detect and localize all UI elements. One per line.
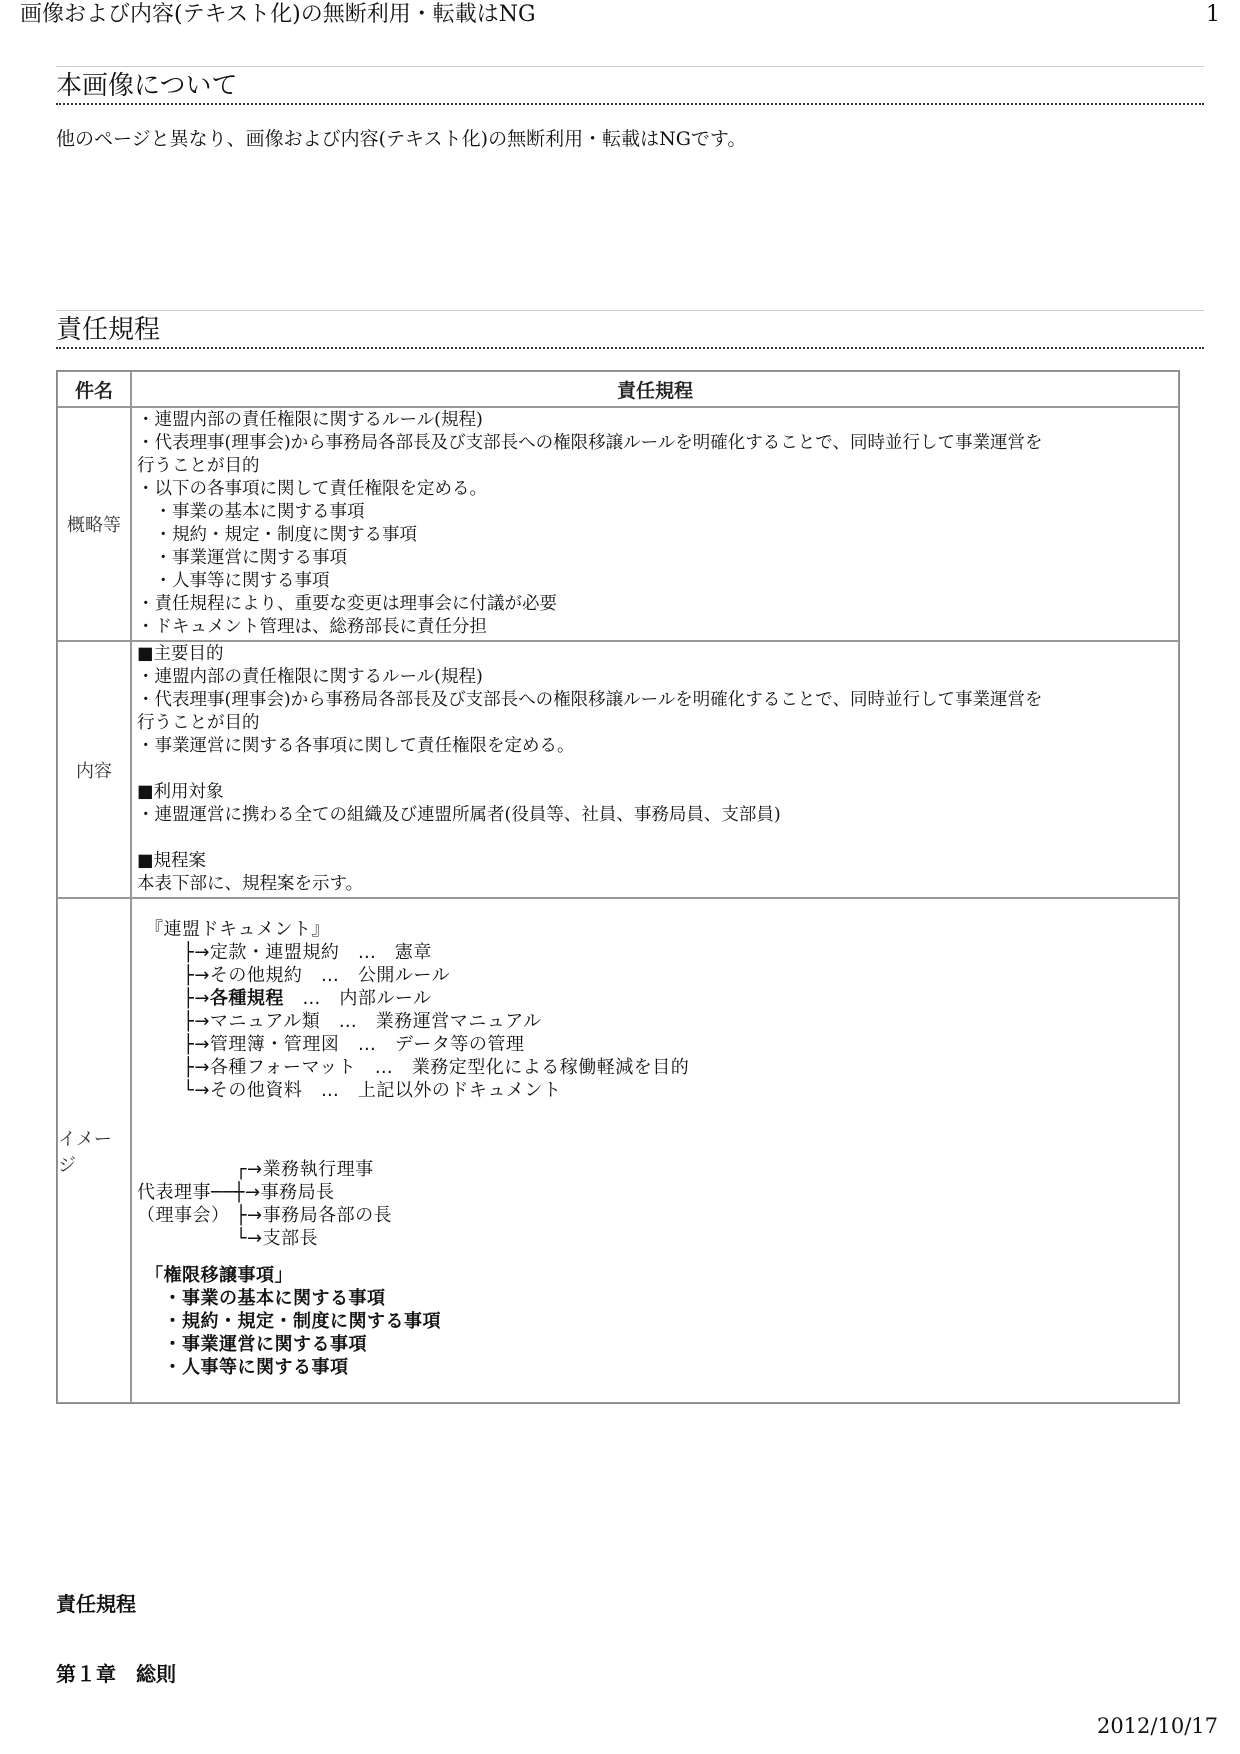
doc-tree [137, 941, 1173, 1102]
tree-branch: └→ [183, 1080, 210, 1101]
doc-desc: 憲章 [394, 942, 432, 963]
doc-desc: 業務定型化による稼働軽減を目的 [411, 1057, 690, 1078]
doc-desc: 業務運営マニュアル [375, 1011, 542, 1032]
col-label-header: 件名 [57, 371, 131, 407]
doc-tree-item [137, 964, 1173, 987]
draft-line: 本表下部に、規程案を示す。 [137, 874, 364, 894]
page-number: 1 [1206, 2, 1220, 27]
col-value-header: 責任規程 [131, 371, 1179, 407]
table-header-row [57, 371, 1179, 407]
transfer-title: 「権限移譲事項」 [145, 1265, 293, 1286]
content-label: 内容 [57, 641, 131, 898]
doc-tree-item [137, 1010, 1173, 1033]
org-line: ┌→業務執行理事 [137, 1159, 374, 1180]
doc-name: マニュアル類 [209, 1011, 321, 1032]
separator: … [302, 1080, 358, 1101]
doc-tree-item [137, 1033, 1173, 1056]
about-text: 他のページと異なり、画像および内容(テキスト化)の無断利用・転載はNGです。 [56, 128, 747, 150]
transfer-items [137, 1287, 1173, 1379]
doc-desc: データ等の管理 [394, 1034, 525, 1055]
doc-name: 各種規程 [209, 988, 284, 1009]
overview-lines [133, 409, 1177, 639]
image-row [57, 898, 1179, 1403]
text-line: ・ドキュメント管理は、総務部長に責任分担 [137, 617, 487, 637]
text-line: ・事業の基本に関する事項 [137, 502, 365, 522]
overview-cell [131, 407, 1179, 641]
org-line: 代表理事──┼→事務局長 [137, 1182, 335, 1203]
transfer-item: ・事業の基本に関する事項 [145, 1288, 386, 1309]
doc-tree-item [137, 987, 1173, 1010]
content-row [57, 641, 1179, 898]
org-line: └→支部長 [137, 1228, 319, 1249]
bottom-title: 責任規程 [56, 1592, 136, 1616]
about-heading: 本画像について [56, 67, 1204, 105]
image-label: イメージ [57, 898, 131, 1403]
doc-name: 定款・連盟規約 [209, 942, 340, 963]
about-section [56, 66, 1204, 153]
text-line: ・以下の各事項に関して責任権限を定める。 [137, 479, 487, 499]
tree-branch: ├→ [183, 942, 210, 963]
text-line: ・連盟内部の責任権限に関するルール(規程) [137, 667, 483, 687]
text-line: 行うことが目的 [137, 456, 260, 476]
tree-branch: ├→ [183, 988, 210, 1009]
transfer-item: ・人事等に関する事項 [145, 1357, 349, 1378]
tree-branch: ├→ [183, 965, 210, 986]
purpose-lines [137, 666, 1173, 758]
tree-branch: ├→ [183, 1057, 210, 1078]
org-line: （理事会） ├→事務局各部の長 [137, 1205, 393, 1226]
text-line: ・事業運営に関する事項 [137, 548, 347, 568]
content-cell [131, 641, 1179, 898]
doc-tree-item [137, 1056, 1173, 1079]
image-content [133, 900, 1177, 1401]
text-line: ・連盟内部の責任権限に関するルール(規程) [137, 410, 483, 430]
header-title: 画像および内容(テキスト化)の無断利用・転載はNG [20, 2, 536, 27]
org-chart [137, 1158, 1173, 1250]
separator: … [356, 1057, 412, 1078]
separator: … [302, 965, 358, 986]
target-line: ・連盟運営に携わる全ての組織及び連盟所属者(役員等、社員、事務局員、支部員) [137, 805, 781, 825]
tree-branch: ├→ [183, 1034, 210, 1055]
transfer-item: ・規約・規定・制度に関する事項 [145, 1311, 441, 1332]
doc-desc: 公開ルール [357, 965, 451, 986]
regulation-heading: 責任規程 [56, 311, 1204, 349]
regulation-table [56, 370, 1180, 1404]
doc-name: 各種フォーマット [209, 1057, 357, 1078]
separator: … [339, 942, 395, 963]
doc-tree-item [137, 1079, 1173, 1102]
doc-title: 『連盟ドキュメント』 [145, 919, 330, 940]
page-header [20, 0, 1220, 36]
separator: … [320, 1011, 376, 1032]
text-line: ・人事等に関する事項 [137, 571, 330, 591]
text-line: ・代表理事(理事会)から事務局各部長及び支部長への権限移譲ルールを明確化することで、同時並行して事業運営を [137, 433, 1043, 453]
content-lines [133, 643, 1177, 896]
text-line: ・責任規程により、重要な変更は理事会に付議が必要 [137, 594, 557, 614]
image-cell [131, 898, 1179, 1403]
overview-label: 概略等 [57, 407, 131, 641]
doc-desc: 上記以外のドキュメント [357, 1080, 562, 1101]
separator: … [339, 1034, 395, 1055]
text-line: ・事業運営に関する各事項に関して責任権限を定める。 [137, 736, 575, 756]
text-line: ・規約・規定・制度に関する事項 [137, 525, 417, 545]
doc-name: 管理簿・管理図 [209, 1034, 340, 1055]
target-heading: ■利用対象 [137, 782, 224, 802]
overview-row [57, 407, 1179, 641]
doc-tree-item [137, 941, 1173, 964]
text-line: 行うことが目的 [137, 713, 260, 733]
regulation-section [56, 310, 1204, 349]
doc-name: その他規約 [209, 965, 303, 986]
text-line: ・代表理事(理事会)から事務局各部長及び支部長への権限移譲ルールを明確化することで、同時並行して事業運営を [137, 690, 1043, 710]
chapter-heading: 第１章 総則 [56, 1662, 176, 1686]
separator: … [283, 988, 340, 1009]
tree-branch: ├→ [183, 1011, 210, 1032]
draft-heading: ■規程案 [137, 851, 207, 871]
doc-name: その他資料 [209, 1080, 303, 1101]
footer-date: 2012/10/17 [1096, 1714, 1218, 1738]
doc-desc: 内部ルール [339, 988, 432, 1009]
transfer-item: ・事業運営に関する事項 [145, 1334, 367, 1355]
purpose-heading: ■主要目的 [137, 644, 224, 664]
